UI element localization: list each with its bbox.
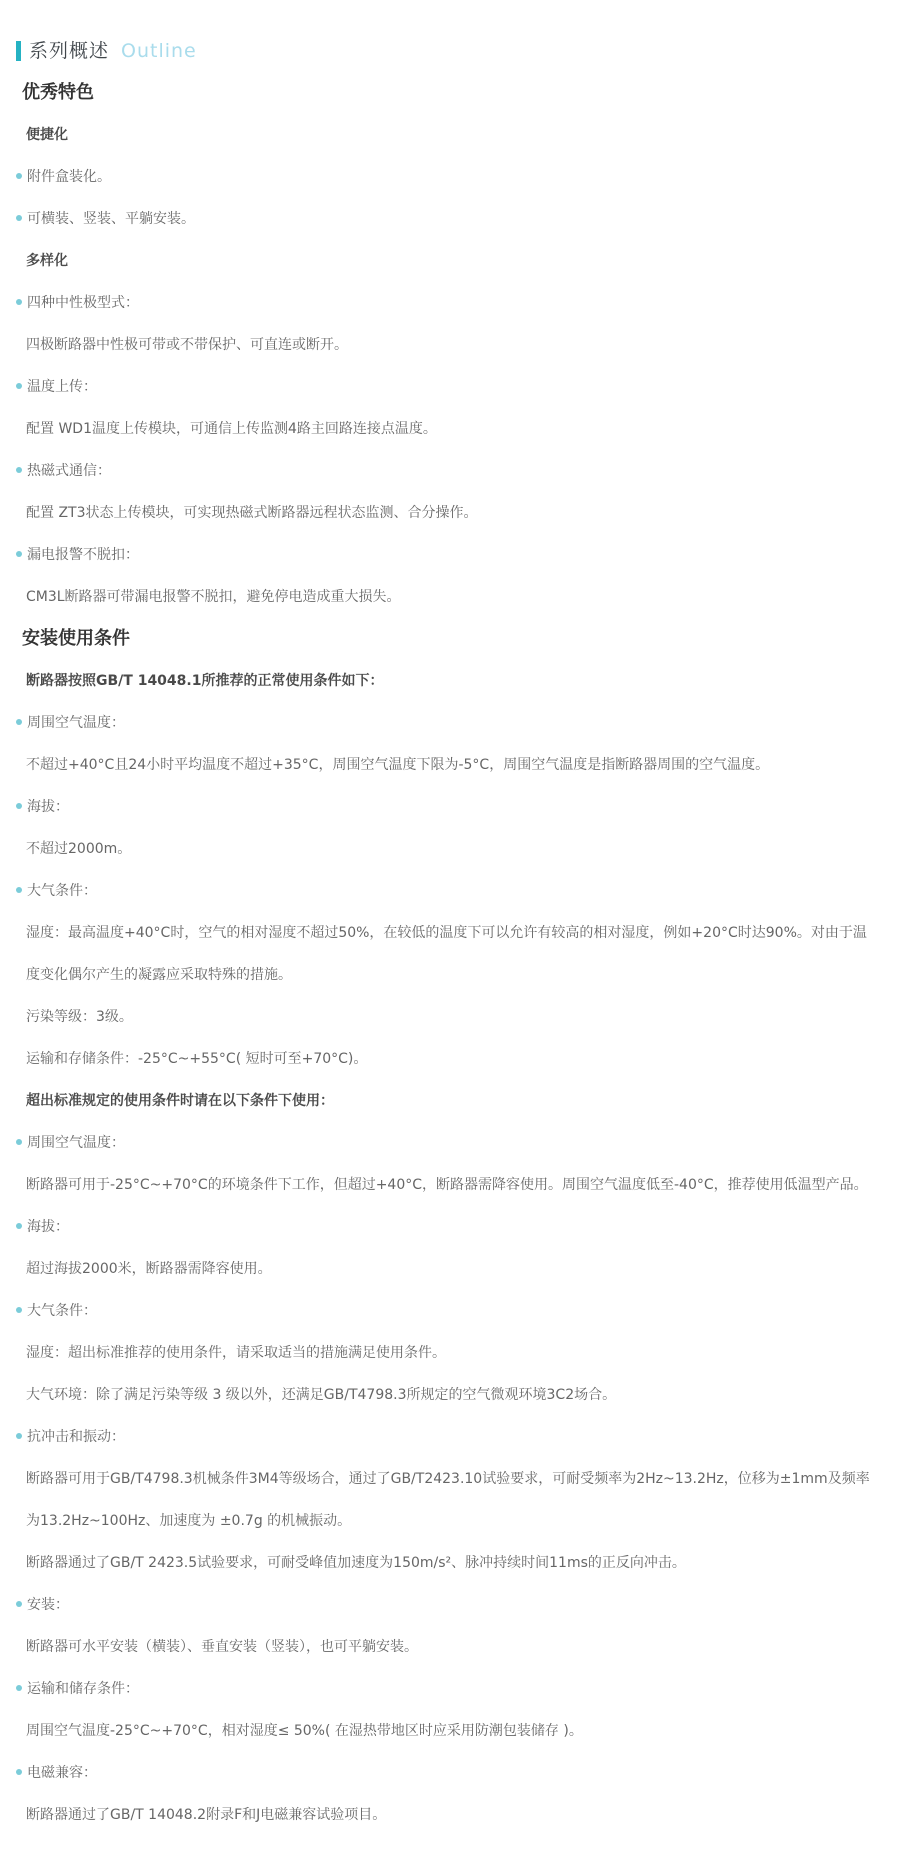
bullet-dot-icon — [16, 803, 22, 809]
section-heading: 安装使用条件 — [22, 628, 130, 649]
bullet-item — [16, 156, 876, 198]
paragraph: CM3L断路器可带漏电报警不脱扣，避免停电造成重大损失。 — [26, 589, 401, 605]
bullet-dot-icon — [16, 1307, 22, 1313]
section-heading: 优秀特色 — [22, 82, 94, 103]
bullet-dot-icon — [16, 383, 22, 389]
bullet-item — [16, 1206, 876, 1248]
paragraph: 配置 ZT3状态上传模块，可实现热磁式断路器远程状态监测、合分操作。 — [26, 505, 478, 521]
section-title-zh: 系列概述 — [29, 40, 110, 62]
paragraph: 不超过+40°C且24小时平均温度不超过+35°C，周围空气温度下限为-5°C，周围空气温度是指断路器周围的空气温度。 — [26, 757, 770, 773]
bullet-item — [16, 366, 876, 408]
bullet-text: 附件盒装化。 — [27, 169, 111, 185]
section-header — [16, 30, 876, 72]
bullet-item — [16, 870, 876, 912]
paragraph: 断路器可用于GB/T4798.3机械条件3M4等级场合，通过了GB/T2423.10试验要求，可耐受频率为2Hz~13.2Hz，位移为±1mm及频率为13.2Hz~100Hz、加速度为 ±0.7g 的机械振动。 — [26, 1471, 870, 1529]
section-title-en: Outline — [121, 40, 197, 62]
paragraph: 四极断路器中性极可带或不带保护、可直连或断开。 — [26, 337, 348, 353]
bullet-dot-icon — [16, 1139, 22, 1145]
paragraph: 周围空气温度-25°C~+70°C，相对湿度≤ 50%( 在湿热带地区时应采用防潮包装储存 )。 — [26, 1723, 583, 1739]
bullet-text: 温度上传： — [27, 379, 97, 395]
bullet-text: 周围空气温度： — [27, 1135, 125, 1151]
bullet-text: 四种中性极型式： — [27, 295, 139, 311]
bullet-dot-icon — [16, 1223, 22, 1229]
bullet-text: 海拔： — [27, 799, 69, 815]
paragraph: 大气环境：除了满足污染等级 3 级以外，还满足GB/T4798.3所规定的空气微观环境3C2场合。 — [26, 1387, 617, 1403]
bullet-dot-icon — [16, 887, 22, 893]
paragraph: 不超过2000m。 — [26, 841, 132, 857]
paragraph: 运输和存储条件：-25°C~+55°C( 短时可至+70°C)。 — [26, 1051, 368, 1067]
bullet-dot-icon — [16, 1433, 22, 1439]
sub-heading: 多样化 — [26, 253, 68, 269]
bullet-item — [16, 1290, 876, 1332]
bullet-item — [16, 702, 876, 744]
bullet-text: 可横装、竖装、平躺安装。 — [27, 211, 195, 227]
bullet-text: 大气条件： — [27, 883, 97, 899]
bullet-dot-icon — [16, 1769, 22, 1775]
bullet-text: 运输和储存条件： — [27, 1681, 139, 1697]
paragraph: 断路器可用于-25°C~+70°C的环境条件下工作，但超过+40°C，断路器需降容使用。周围空气温度低至-40°C，推荐使用低温型产品。 — [26, 1177, 868, 1193]
bullet-item — [16, 1122, 876, 1164]
bullet-item — [16, 282, 876, 324]
paragraph: 断路器可水平安装（横装）、垂直安装（竖装），也可平躺安装。 — [26, 1639, 418, 1655]
paragraph: 湿度：最高温度+40°C时，空气的相对湿度不超过50%，在较低的温度下可以允许有较高的相对湿度，例如+20°C时达90%。对由于温度变化偶尔产生的凝露应采取特殊的措施。 — [26, 925, 867, 983]
paragraph: 配置 WD1温度上传模块，可通信上传监测4路主回路连接点温度。 — [26, 421, 437, 437]
bullet-dot-icon — [16, 1601, 22, 1607]
bullet-item — [16, 786, 876, 828]
bullet-text: 热磁式通信： — [27, 463, 111, 479]
bullet-text: 周围空气温度： — [27, 715, 125, 731]
bullet-item — [16, 1416, 876, 1458]
bullet-dot-icon — [16, 719, 22, 725]
bullet-dot-icon — [16, 467, 22, 473]
paragraph: 超过海拔2000米，断路器需降容使用。 — [26, 1261, 272, 1277]
paragraph: 断路器通过了GB/T 2423.5试验要求，可耐受峰值加速度为150m/s²、脉冲持续时间11ms的正反向冲击。 — [26, 1555, 686, 1571]
bullet-item — [16, 1584, 876, 1626]
bullet-text: 大气条件： — [27, 1303, 97, 1319]
bullet-text: 漏电报警不脱扣： — [27, 547, 139, 563]
bullet-dot-icon — [16, 1685, 22, 1691]
bullet-text: 电磁兼容： — [27, 1765, 97, 1781]
bullet-dot-icon — [16, 173, 22, 179]
bullet-dot-icon — [16, 299, 22, 305]
sub-heading: 超出标准规定的使用条件时请在以下条件下使用： — [26, 1093, 334, 1109]
sub-heading: 断路器按照GB/T 14048.1所推荐的正常使用条件如下： — [26, 673, 384, 689]
paragraph: 湿度：超出标准推荐的使用条件，请采取适当的措施满足使用条件。 — [26, 1345, 446, 1361]
paragraph: 污染等级：3级。 — [26, 1009, 133, 1025]
content-area — [16, 72, 876, 1836]
bullet-text: 海拔： — [27, 1219, 69, 1235]
bullet-dot-icon — [16, 215, 22, 221]
bullet-dot-icon — [16, 551, 22, 557]
bullet-item — [16, 1668, 876, 1710]
bullet-text: 安装： — [27, 1597, 69, 1613]
bullet-item — [16, 1752, 876, 1794]
sub-heading: 便捷化 — [26, 127, 68, 143]
paragraph: 断路器通过了GB/T 14048.2附录F和J电磁兼容试验项目。 — [26, 1807, 387, 1823]
bullet-text: 抗冲击和振动： — [27, 1429, 125, 1445]
bullet-item — [16, 450, 876, 492]
bullet-item — [16, 198, 876, 240]
bullet-item — [16, 534, 876, 576]
header-accent-bar-icon — [16, 41, 21, 61]
